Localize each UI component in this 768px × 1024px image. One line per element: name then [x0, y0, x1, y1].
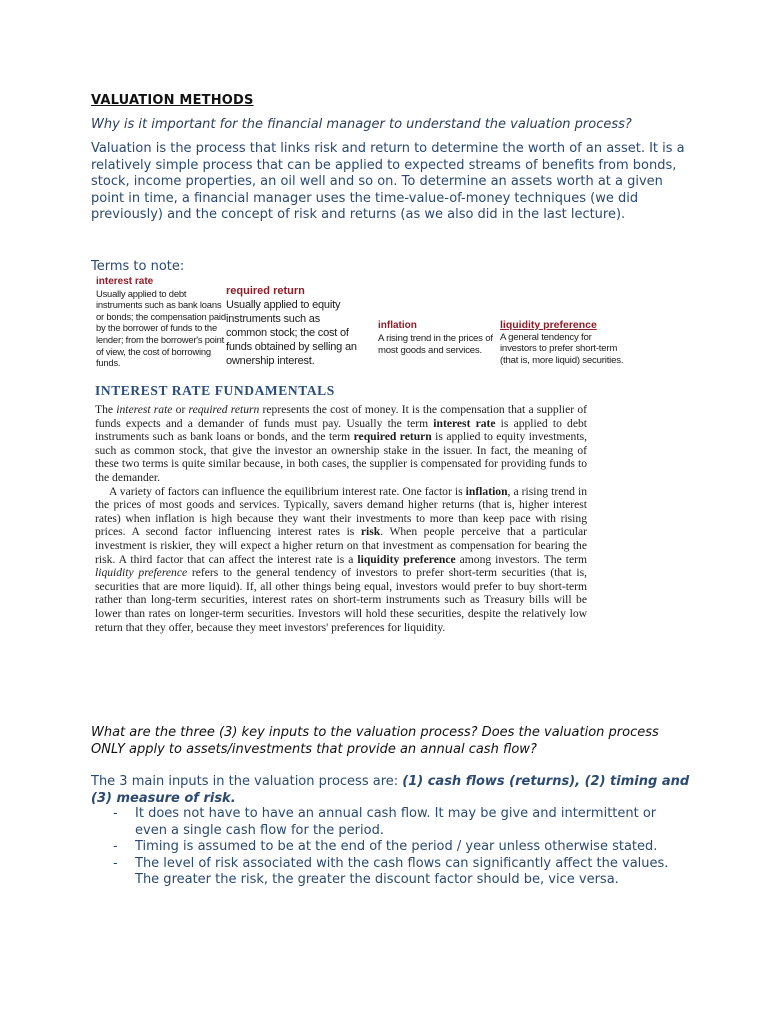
- term-liquidity-preference: [500, 320, 625, 366]
- terms-label: Terms to note:: [91, 259, 185, 274]
- dash-marker: -: [113, 839, 118, 854]
- dash-marker: -: [113, 806, 118, 821]
- excerpt-title: INTEREST RATE FUNDAMENTALS: [95, 383, 335, 398]
- list-item: - The level of risk associated with the cash flows can significantly affect the values. The greater the risk, the greater the discount factor should be, vice versa.: [113, 855, 669, 887]
- term-interest-rate: [96, 276, 228, 369]
- textbook-excerpt: [95, 403, 587, 634]
- inputs-emphasis: (1) cash flows (returns), (2) timing and (3) measure of risk.: [91, 774, 690, 806]
- valuation-paragraph: Valuation is the process that links risk and return to determine the worth of an asset. It is a relatively simple process that can be applied to expected streams of benefits from bonds, stock, income properties, an oil well and so on. To determine an assets worth at a given point in time, a financial manager uses the time-value-of-money techniques (we did previously) and the concept of risk and returns (as we also did in the last lecture).: [91, 141, 685, 222]
- term-definition: A general tendency for investors to prefer short-term (that is, more liquid) securities.: [500, 331, 624, 366]
- term-definition: Usually applied to debt instruments such as bank loans or bonds; the compensation paid by the borrower of funds to the lender; from the borrower's point of view, the cost of borrowing funds.: [96, 287, 226, 369]
- term-inflation: [378, 320, 496, 358]
- inputs-lead: The 3 main inputs in the valuation process are:: [91, 774, 403, 789]
- inputs-bullet-list: [113, 806, 673, 889]
- inputs-statement: [91, 773, 691, 807]
- term-title: interest rate: [96, 276, 154, 287]
- section-heading: VALUATION METHODS: [91, 93, 254, 108]
- excerpt-paragraph-1: The interest rate or required return represents the cost of money. It is the compensation that a supplier of funds expects and a demander of funds must pay. Usually the term interest rate is applied to debt instruments such as bank loans or bonds, and the term required return is applied to equity investments, such as common stock, that give the investor an ownership stake in the issuer. In fact, the meaning of these two terms is quite similar because, in both cases, the supplier is compensated for providing funds to the demander.: [95, 403, 587, 484]
- term-title: liquidity preference: [500, 319, 597, 331]
- excerpt-paragraph-2: A variety of factors can influence the equilibrium interest rate. One factor is inflation, a rising trend in the prices of most goods and services. Typically, savers demand higher returns (that is, higher interest rates) when inflation is high because they want their investments to more than keep pace with rising prices. A second factor influencing interest rates is risk. When people perceive that a particular investment is riskier, they will expect a higher return on that investment as compensation for bearing the risk. A third factor that can affect the interest rate is a liquidity preference among investors. The term liquidity preference refers to the general tendency of investors to prefer short-term securities (that is, securities that are more liquid). If, all other things being equal, investors would prefer to buy short-term rather than long-term securities, interest rates on short-term instruments such as Treasury bills will be lower than rates on longer-term securities. Investors will hold these securities, despite the relatively low return that they offer, because they meet investors' preferences for liquidity.: [95, 484, 588, 634]
- list-item: - It does not have to have an annual cash flow. It may be give and intermittent or even a single cash flow for the period.: [113, 806, 657, 838]
- term-definition: A rising trend in the prices of most goods and services.: [378, 332, 493, 356]
- list-item: - Timing is assumed to be at the end of the period / year unless otherwise stated.: [113, 839, 658, 854]
- question-inputs: What are the three (3) key inputs to the valuation process? Does the valuation process ONLY apply to assets/investments that provide an annual cash flow?: [91, 725, 659, 757]
- term-definition: Usually applied to equity instruments such as common stock; the cost of funds obtained by selling an ownership interest.: [226, 299, 357, 367]
- term-title: inflation: [378, 320, 417, 331]
- question-importance: Why is it important for the financial manager to understand the valuation process?: [91, 117, 632, 132]
- term-title: required return: [226, 285, 305, 297]
- dash-marker: -: [113, 855, 118, 871]
- term-required-return: [226, 284, 361, 368]
